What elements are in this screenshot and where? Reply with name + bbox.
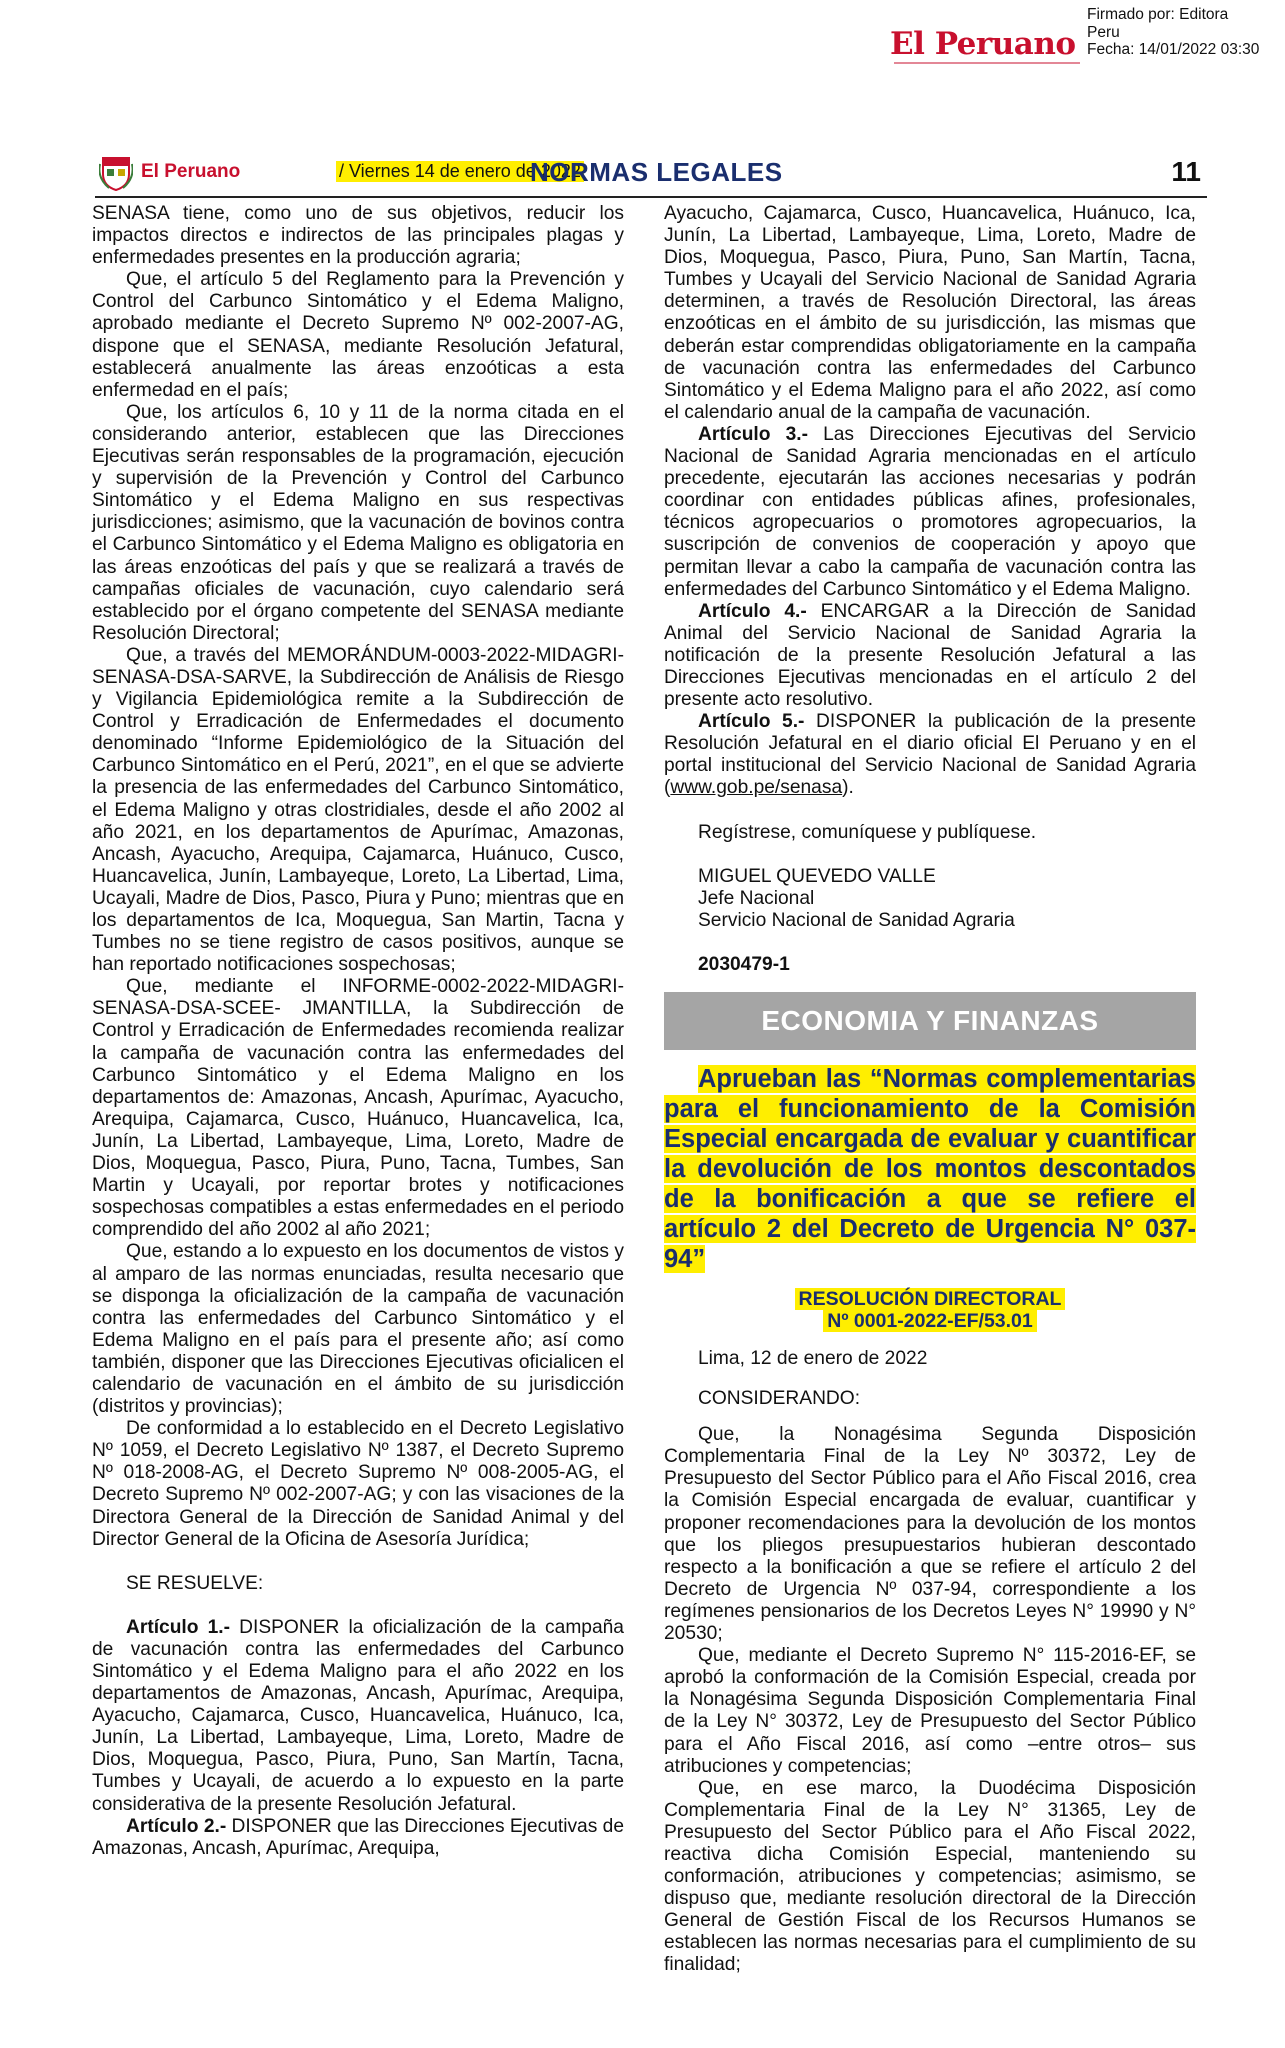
logo-underline (894, 62, 1080, 64)
left-column (92, 203, 624, 1860)
paragraph: SENASA tiene, como uno de sus objetivos, reducir los impactos directos e indirectos de las principales plagas y enfermedades presentes en la producción agraria; (92, 203, 624, 269)
page-number: 11 (1171, 156, 1201, 187)
article-label: Artículo 1.- (126, 1616, 231, 1638)
paragraph: Que, estando a lo expuesto en los documentos de vistos y al amparo de las normas enunciadas, resulta necesario que se disponga la oficialización de la campaña de vacunación contra las enfermedades del Carbunco Sintomático y el Edema Maligno en el país para el presente año; así como también, disponer que las Direcciones Ejecutivas oficialicen el calendario de vacunación en el ámbito de su jurisdicción (distritos y provincias); (92, 1241, 624, 1418)
place-date: Lima, 12 de enero de 2022 (698, 1348, 928, 1369)
considerando-heading: CONSIDERANDO: (698, 1388, 861, 1410)
paragraph: Que, a través del MEMORÁNDUM-0003-2022-MIDAGRI-SENASA-DSA-SARVE, la Subdirección de Análisis de Riesgo y Vigilancia Epidemiológica remite a la Subdirección de Control y Erradicación de Enfermedades el documento denominado “Informe Epidemiológico de la Situación del Carbunco Sintomático en el Perú, 2021”, en el que se advierte la presencia de las enfermedades del Carbunco Sintomático, el Edema Maligno y otras clostridiales, desde el año 2002 al año 2021, en los departamentos de Apurímac, Amazonas, Ancash, Ayacucho, Arequipa, Cajamarca, Huánuco, Cusco, Huancavelica, Junín, Lambayeque, Loreto, La Libertad, Lima, Ucayali, Madre de Dios, Pasco, Piura y Puno; mientras que en los departamentos de Ica, Moquegua, San Martin, Tacna y Tumbes no se tiene registro de casos positivos, aunque se han reportado notificaciones sospechosas; (92, 644, 624, 976)
article-label: Artículo 2.- (126, 1815, 227, 1837)
page-header (95, 150, 1207, 200)
header-rule (95, 196, 1207, 198)
header-brand: El Peruano (141, 161, 241, 182)
signer-organization: Servicio Nacional de Sanidad Agraria (698, 909, 1015, 931)
resolve-heading: SE RESUELVE: (126, 1572, 264, 1594)
paragraph: Que, mediante el INFORME-0002-2022-MIDAGRI-SENASA-DSA-SCEE- JMANTILLA, la Subdirección de Control y Erradicación de Enfermedades recomienda realizar la campaña de vacunación contra las enfermedades del Carbunco Sintomático y el Edema Maligno en los departamentos de: Amazonas, Ancash, Apurímac, Ayacucho, Arequipa, Cajamarca, Cusco, Huánuco, Huancavelica, Ica, Junín, La Libertad, Lambayeque, Lima, Loreto, Madre de Dios, Moquegua, Pasco, Piura, Puno, Tacna, Tumbes, San Martin y Ucayali, por reportar brotes y notificaciones sospechosas compatibles a estas enfermedades en el periodo comprendido del año 2002 al año 2021; (92, 976, 624, 1241)
article-paragraph: Artículo 3.- Las Direcciones Ejecutivas del Servicio Nacional de Sanidad Agraria mencionadas en el artículo precedente, ejecutarán las acciones necesarias y podrán coordinar con entidades públicas afines, profesionales, técnicos agropecuarios o promotores agropecuarios, la suscripción de convenios de cooperación y apoyo que permitan llevar a cabo la campaña de vacunación contra las enfermedades del Carbunco Sintomático y el Edema Maligno. (664, 423, 1196, 600)
article-paragraph: Artículo 1.- DISPONER la oficialización de la campaña de vacunación contra las enfermedades del Carbunco Sintomático y el Edema Maligno para el año 2022 en los departamentos de Amazonas, Ancash, Apurímac, Arequipa, Ayacucho, Cajamarca, Cusco, Huancavelica, Huánuco, Ica, Junín, La Libertad, Lambayeque, Lima, Loreto, Madre de Dios, Moquegua, Pasco, Piura, Puno, San Martín, Tacna, Tumbes y Ucayali, de acuerdo a lo expuesto en la parte considerativa de la presente Resolución Jefatural. (92, 1616, 624, 1815)
digital-signature-stamp (890, 6, 1280, 62)
section-band: ECONOMIA Y FINANZAS (664, 992, 1196, 1050)
article-paragraph: Artículo 2.- DISPONER que las Direcciones Ejecutivas de Amazonas, Ancash, Apurímac, Arequipa, (92, 1815, 624, 1859)
article-label: Artículo 3.- (698, 423, 808, 445)
senasa-link[interactable]: www.gob.pe/senasa (670, 777, 843, 799)
right-column (664, 203, 1196, 1977)
signer-role: Jefe Nacional (698, 887, 815, 909)
resolution-title: RESOLUCIÓN DIRECTORAL Nº 0001-2022-EF/53.01 (664, 1288, 1196, 1332)
article-label: Artículo 4.- (698, 600, 807, 622)
paragraph: Ayacucho, Cajamarca, Cusco, Huancavelica, Huánuco, Ica, Junín, La Libertad, Lambayeque, Lima, Loreto, Madre de Dios, Moquegua, Pasco, Piura, Puno, San Martín, Tacna, Tumbes y Ucayali del Servicio Nacional de Sanidad Agraria determinen, a través de Resolución Directoral, las áreas enzoóticas en el ámbito de su jurisdicción, las mismas que deberán estar comprendidas obligatoriamente en la campaña de vacunación contra las enfermedades del Carbunco Sintomático y el Edema Maligno para el año 2022, así como el calendario anual de la campaña de vacunación. (664, 203, 1196, 423)
signature-text: Firmado por: Editora Peru Fecha: 14/01/2022 03:30 (1087, 6, 1260, 58)
header-date: / Viernes 14 de enero de 2022 (336, 161, 584, 182)
signer-name: MIGUEL QUEVEDO VALLE (698, 865, 936, 887)
article-paragraph: Artículo 5.- DISPONER la publicación de la presente Resolución Jefatural en el diario oficial El Peruano y en el portal institucional del Servicio Nacional de Sanidad Agraria (www.gob.pe/senasa). (664, 711, 1196, 799)
el-peruano-logo: El Peruano (890, 26, 1076, 62)
coat-of-arms-icon (99, 154, 133, 192)
paragraph: Que, mediante el Decreto Supremo N° 115-2016-EF, se aprobó la conformación de la Comisión Especial, creada por la Nonagésima Segunda Disposición Complementaria Final de la Ley N° 30372, Ley de Presupuesto del Sector Público para el Año Fiscal 2016, así como –entre otros– sus atribuciones y competencias; (664, 1645, 1196, 1777)
norm-headline: Aprueban las “Normas complementarias para el funcionamiento de la Comisión Especial encargada de evaluar y cuantificar la devolución de los montos descontados de la bonificación a que se refiere el artículo 2 del Decreto de Urgencia N° 037-94” (664, 1065, 1196, 1273)
publication-code: 2030479-1 (698, 953, 790, 975)
paragraph: Que, los artículos 6, 10 y 11 de la norma citada en el considerando anterior, establecen que las Direcciones Ejecutivas serán responsables de la programación, ejecución y supervisión de la Prevención y Control del Carbunco Sintomático y el Edema Maligno en sus respectivas jurisdicciones; asimismo, que la vacunación de bovinos contra el Carbunco Sintomático y el Edema Maligno es obligatoria en las áreas enzoóticas del país y que se realizará a través de campañas oficiales de vacunación, cuyo calendario será establecido por el órgano competente del SENASA mediante Resolución Directoral; (92, 401, 624, 644)
closing-formula: Regístrese, comuníquese y publíquese. (698, 821, 1037, 843)
paragraph: Que, el artículo 5 del Reglamento para la Prevención y Control del Carbunco Sintomático y el Edema Maligno, aprobado mediante el Decreto Supremo Nº 002-2007-AG, dispone que el SENASA, mediante Resolución Jefatural, establecerá anualmente las áreas enzoóticas a esta enfermedad en el país; (92, 269, 624, 401)
paragraph: De conformidad a lo establecido en el Decreto Legislativo Nº 1059, el Decreto Legislativo Nº 1387, el Decreto Supremo Nº 018-2008-AG, el Decreto Supremo Nº 008-2005-AG, el Decreto Supremo Nº 002-2007-AG; y con las visaciones de la Directora General de la Dirección de Sanidad Animal y del Director General de la Oficina de Asesoría Jurídica; (92, 1418, 624, 1550)
header-section-title: NORMAS LEGALES (530, 157, 783, 187)
article-paragraph: Artículo 4.- ENCARGAR a la Dirección de Sanidad Animal del Servicio Nacional de Sanidad Agraria la notificación de la presente Resolución Jefatural a las Direcciones Ejecutivas mencionadas en el artículo 2 del presente acto resolutivo. (664, 600, 1196, 711)
paragraph: Que, la Nonagésima Segunda Disposición Complementaria Final de la Ley Nº 30372, Ley de Presupuesto del Sector Público para el Año Fiscal 2016, crea la Comisión Especial encargada de evaluar, cuantificar y proponer recomendaciones para la devolución de los montos que los pliegos presupuestarios hubieran descontado respecto a la bonificación a que se refiere el artículo 2 del Decreto de Urgencia Nº 037-94, correspondiente a los regímenes pensionarios de los Decretos Leyes N° 19990 y N° 20530; (664, 1424, 1196, 1645)
article-label: Artículo 5.- (698, 711, 805, 733)
paragraph: Que, en ese marco, la Duodécima Disposición Complementaria Final de la Ley N° 31365, Ley de Presupuesto del Sector Público para el Año Fiscal 2022, reactiva dicha Comisión Especial, manteniendo su conformación, atribuciones y competencias; asimismo, se dispuso que, mediante resolución directoral de la Dirección General de Gestión Fiscal de los Recursos Humanos se establecen las normas necesarias para el cumplimiento de su finalidad; (664, 1777, 1196, 1976)
